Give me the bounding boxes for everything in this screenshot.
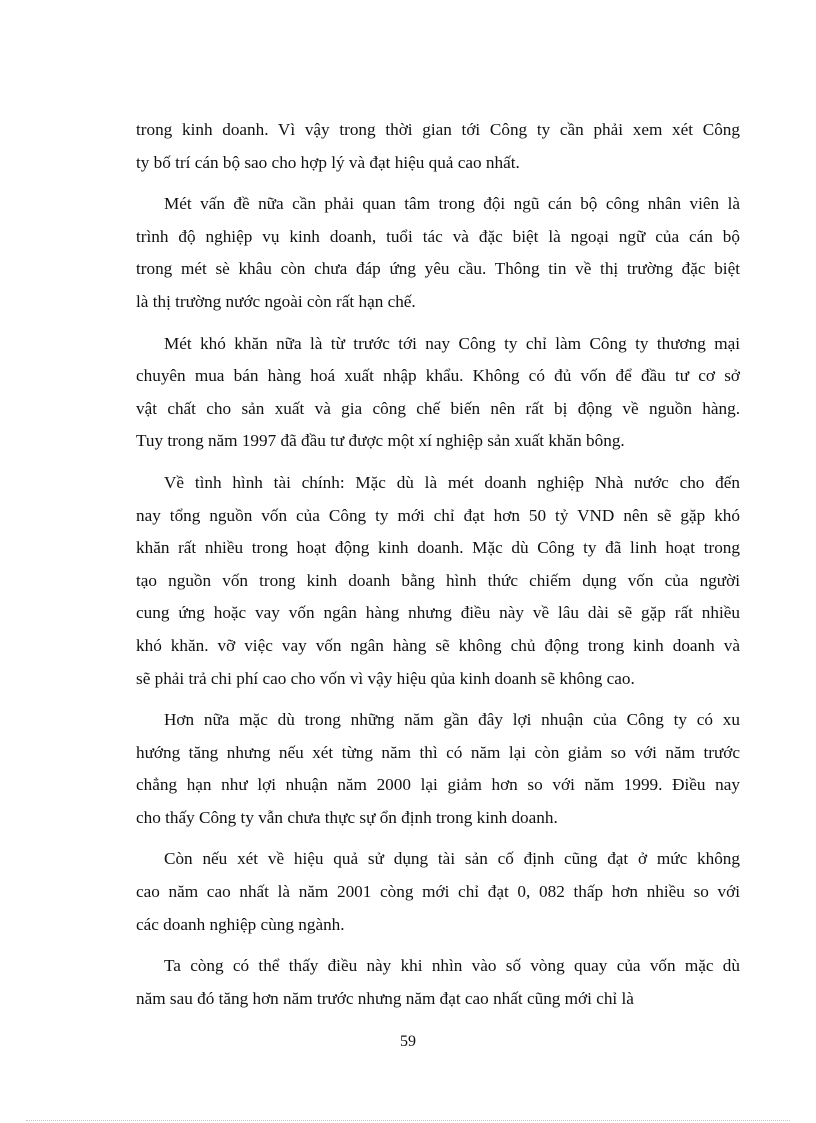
paragraph xyxy=(136,467,740,695)
text-line: Về tình hình tài chính: Mặc dù là mét doanh nghiệp Nhà nước cho đến xyxy=(164,472,740,492)
text-line: Còn nếu xét về hiệu quả sử dụng tài sản cố định cũng đạt ở mức không xyxy=(164,849,740,869)
text-line: cao năm cao nhất là năm 2001 còng mới chỉ đạt 0, 082 thấp hơn nhiều so với xyxy=(136,882,740,902)
text-line: Mét khó khăn nữa là từ trước tới nay Công ty chỉ làm Công ty thương mại xyxy=(164,333,740,353)
text-line: cung ứng hoặc vay vốn ngân hàng nhưng điều này về lâu dài sẽ gặp rất nhiều xyxy=(136,603,740,623)
paragraph xyxy=(136,328,740,458)
page-bottom-divider xyxy=(26,1120,790,1121)
text-line: sẽ phải trả chi phí cao cho vốn vì vậy hiệu qủa kinh doanh sẽ không cao. xyxy=(136,668,635,688)
text-line: chẳng hạn như lợi nhuận năm 2000 lại giảm hơn so với năm 1999. Điều nay xyxy=(136,775,740,795)
paragraph xyxy=(136,950,740,1015)
paragraph xyxy=(136,704,740,834)
text-line: các doanh nghiệp cùng ngành. xyxy=(136,914,345,934)
text-line: Hơn nữa mặc dù trong những năm gần đây lợi nhuận của Công ty có xu xyxy=(164,710,740,730)
paragraph xyxy=(136,188,740,318)
paragraph xyxy=(136,843,740,941)
paragraph xyxy=(136,114,740,179)
text-line: ty bố trí cán bộ sao cho hợp lý và đạt hiệu quả cao nhất. xyxy=(136,152,520,172)
text-line: trong kinh doanh. Vì vậy trong thời gian tới Công ty cần phải xem xét Công xyxy=(136,120,740,139)
text-line: năm sau đó tăng hơn năm trước nhưng năm đạt cao nhất cũng mới chỉ là xyxy=(136,988,634,1008)
text-line: tạo nguồn vốn trong kinh doanh bằng hình thức chiếm dụng vốn của người xyxy=(136,570,740,590)
body-text xyxy=(136,114,740,1024)
text-line: trong mét sè khâu còn chưa đáp ứng yêu cầu. Thông tin về thị trường đặc biệt xyxy=(136,259,740,279)
text-line: Tuy trong năm 1997 đã đầu tư được một xí nghiệp sản xuất khăn bông. xyxy=(136,431,625,451)
text-line: khăn rất nhiều trong hoạt động kinh doanh. Mặc dù Công ty đã linh hoạt trong xyxy=(136,538,740,558)
text-line: Mét vấn đề nữa cần phải quan tâm trong đội ngũ cán bộ công nhân viên là xyxy=(164,194,740,214)
text-line: khó khăn. vỡ việc vay vốn ngân hàng sẽ không chủ động trong kinh doanh và xyxy=(136,635,740,655)
text-line: chuyên mua bán hàng hoá xuất nhập khẩu. Không có đủ vốn để đầu tư cơ sở xyxy=(136,366,740,386)
text-line: Ta còng có thể thấy điều này khi nhìn vào số vòng quay của vốn mặc dù xyxy=(164,956,740,976)
text-line: vật chất cho sản xuất và gia công chế biến nên rất bị động về nguồn hàng. xyxy=(136,398,740,418)
text-line: cho thấy Công ty vẫn chưa thực sự ổn định trong kinh doanh. xyxy=(136,807,558,827)
page-number: 59 xyxy=(400,1033,416,1050)
text-line: trình độ nghiệp vụ kinh doanh, tuổi tác và đặc biệt là ngoại ngữ của cán bộ xyxy=(136,226,740,246)
text-line: hướng tăng nhưng nếu xét từng năm thì có năm lại còn giảm so với năm trước xyxy=(136,742,740,762)
text-line: nay tổng nguồn vốn của Công ty mới chỉ đạt hơn 50 tỷ VND nên sẽ gặp khó xyxy=(136,505,740,525)
text-line: là thị trường nước ngoài còn rất hạn chế. xyxy=(136,291,416,311)
